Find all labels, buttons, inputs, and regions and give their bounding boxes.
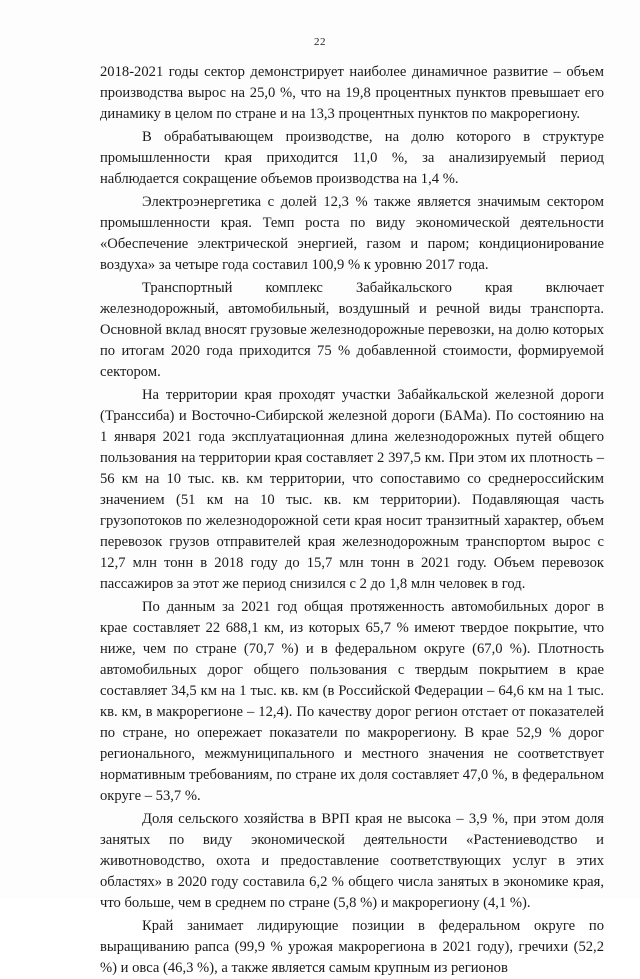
paragraph-transport-complex: Транспортный комплекс Забайкальского края включает железнодорожный, автомобильный, воздушный и речной виды транспорта. Основной вклад вносят грузовые железнодорожные перевозки, на долю которых по итогам 2020 года приходится 75 % добавленной стоимости, формируемой сектором. [100, 280, 604, 380]
document-body [100, 62, 604, 979]
paragraph-manufacturing: В обрабатывающем производстве, на долю которого в структуре промышленности края приходится 11,0 %, за анализируемый период наблюдается сокращение объемов производства на 1,4 %. [100, 129, 604, 187]
paragraph-mining-sector: 2018-2021 годы сектор демонстрирует наиболее динамичное развитие – объем производства вырос на 25,0 %, что на 19,8 процентных пунктов превышает его динамику в целом по стране и на 13,3 процентных пунктов по макрорегиону. [100, 64, 604, 122]
paragraph-agriculture: Доля сельского хозяйства в ВРП края не высока – 3,9 %, при этом доля занятых по виду экономической деятельности «Растениеводство и животноводство, охота и предоставление соответствующих услуг в этих областях» в 2020 году составила 6,2 % общего числа занятых в экономике края, что больше, чем в среднем по стране (5,8 %) и макрорегиону (4,1 %). [100, 811, 604, 911]
paragraph-railways: На территории края проходят участки Забайкальской железной дороги (Транссиба) и Восточно-Сибирской железной дороги (БАМа). По состоянию на 1 января 2021 года эксплуатационная длина железнодорожных путей общего пользования на территории края составляет 2 397,5 км. При этом их плотность – 56 км на 10 тыс. кв. км территории, что сопоставимо со среднероссийским значением (51 км на 10 тыс. кв. км территории). Подавляющая часть грузопотоков по железнодорожной сети края носит транзитный характер, объем перевозок грузов отправителей края железнодорожным транспортом вырос с 12,7 млн тонн в 2018 году до 15,7 млн тонн в 2021 году. Объем перевозок пассажиров за этот же период снизился с 2 до 1,8 млн человек в год. [100, 387, 604, 592]
paragraph-roads: По данным за 2021 год общая протяженность автомобильных дорог в крае составляет 22 688,1 км, из которых 65,7 % имеют твердое покрытие, что ниже, чем по стране (70,7 %) и в федеральном округе (67,0 %). Плотность автомобильных дорог общего пользования с твердым покрытием в крае составляет 34,5 км на 1 тыс. кв. км (в Российской Федерации – 64,6 км на 1 тыс. кв. км, в макрорегионе – 12,4). По качеству дорог регион отстает от показателей по стране, но опережает показатели по макрорегиону. В крае 52,9 % дорог регионального, межмуниципального и местного значения не соответствует нормативным требованиям, по стране их доля составляет 47,0 %, в федеральном округе – 53,7 %. [100, 599, 604, 804]
page-number: 22 [314, 36, 326, 48]
paragraph-crops: Край занимает лидирующие позиции в федеральном округе по выращиванию рапса (99,9 % урожая макрорегиона в 2021 году), гречихи (52,2 %) и овса (46,3 %), а также является самым крупным из регионов [100, 918, 604, 976]
paragraph-power-industry: Электроэнергетика с долей 12,3 % также является значимым сектором промышленности края. Темп роста по виду экономической деятельности «Обеспечение электрической энергией, газом и паром; кондиционирование воздуха» за четыре года составил 100,9 % к уровню 2017 года. [100, 194, 604, 273]
